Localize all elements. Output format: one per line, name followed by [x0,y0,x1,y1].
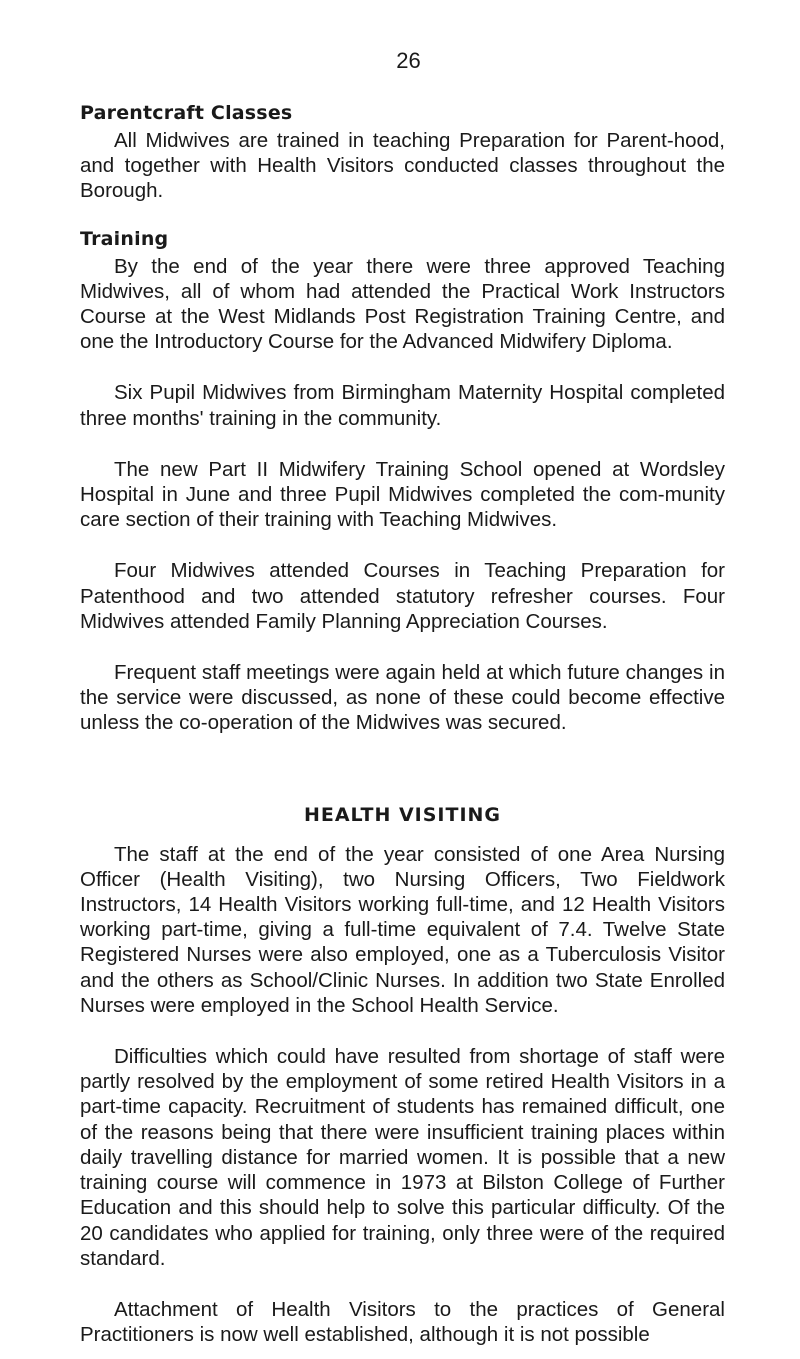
section-training [80,226,725,736]
paragraph: Attachment of Health Visitors to the practices of General Practitioners is now well established, although it is not possible [80,1297,725,1347]
paragraph: The staff at the end of the year consisted of one Area Nursing Officer (Health Visiting), two Nursing Officers, Two Fieldwork Instructors, 14 Health Visitors working full-time, and 12 Health Visitors working part-time, giving a full-time equivalent of 7.4. Twelve State Registered Nurses were also employed, one as a Tuberculosis Visitor and the others as School/Clinic Nurses. In addition two State Enrolled Nurses were employed in the School Health Service. [80,842,725,1017]
section-heading-training: Training [80,227,169,250]
section-heading-parentcraft: Parentcraft Classes [80,102,293,124]
section-heading-health-visiting: HEALTH VISITING [303,803,502,826]
paragraph: Difficulties which could have resulted from shortage of staff were partly resolved by the employment of some retired Health Visitors in a part-time capacity. Recruitment of students has remained difficult, one of the reasons being that there were insufficient training places within daily travelling distance for married women. It is possible that a new training course will commence in 1973 at Bilston College of Further Education and this should help to solve this particular difficulty. Of the 20 candidates who applied for training, only three were of the required standard. [80,1045,725,1270]
paragraph: Four Midwives attended Courses in Teaching Preparation for Patenthood and two attended statutory refresher courses. Four Midwives attended Family Planning Appreciation Courses. [80,559,725,633]
section-parentcraft-classes [80,100,725,204]
paragraph: Frequent staff meetings were again held at which future changes in the service were discussed, as none of these could become effective unless the co-operation of the Midwives was secured. [80,661,725,735]
paragraph: By the end of the year there were three approved Teaching Midwives, all of whom had attended the Practical Work Instructors Course at the West Midlands Post Registration Training Centre, and one the Introductory Course for the Advanced Midwifery Diploma. [80,254,725,354]
page-number: 26 [396,48,421,73]
paragraph: Six Pupil Midwives from Birmingham Maternity Hospital completed three months' training in the community. [80,381,725,430]
document-page [80,48,725,1347]
section-health-visiting [80,802,725,1348]
paragraph: The new Part II Midwifery Training School opened at Wordsley Hospital in June and three Pupil Midwives completed the com-munity care section of their training with Teaching Midwives. [80,457,725,532]
paragraph: All Midwives are trained in teaching Preparation for Parent-hood, and together with Health Visitors conducted classes throughout the Borough. [80,129,725,203]
